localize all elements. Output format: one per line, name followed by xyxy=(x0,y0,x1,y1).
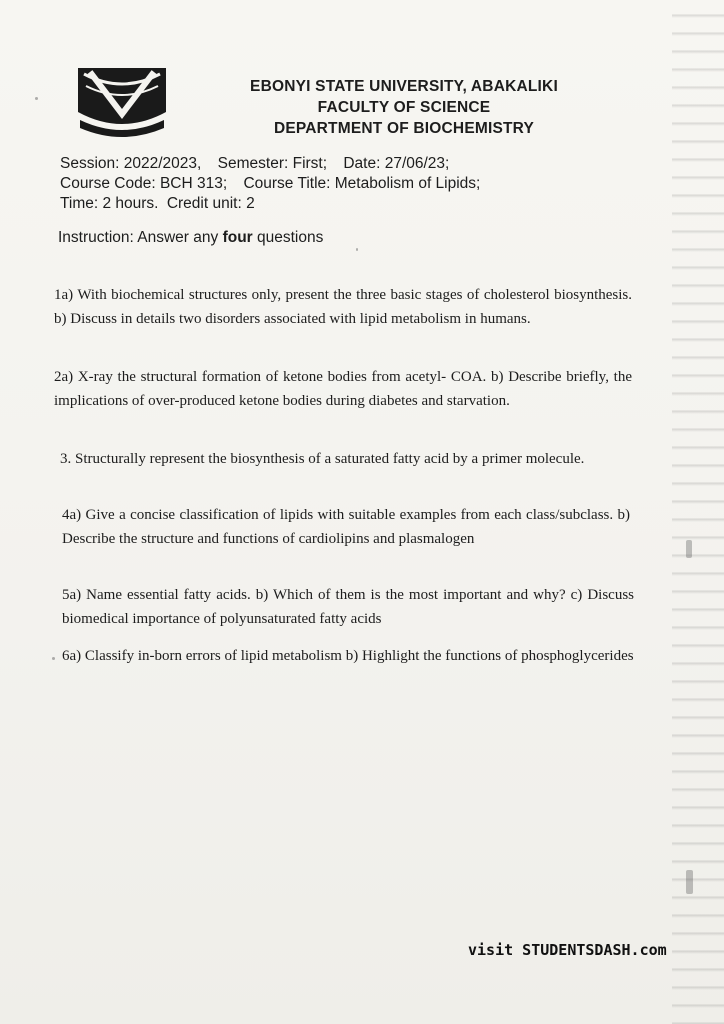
session-text: Session: 2022/2023, xyxy=(60,155,202,172)
date-text: Date: 27/06/23; xyxy=(343,155,450,172)
question-6: 6a) Classify in-born errors of lipid metabolism b) Highlight the functions of phosphoglycerides xyxy=(62,648,634,664)
department-name: DEPARTMENT OF BIOCHEMISTRY xyxy=(273,120,535,137)
instruction-prefix: Instruction: Answer any xyxy=(58,229,219,246)
course-code-text: Course Code: BCH 313; xyxy=(60,175,228,192)
semester-text: Semester: First; xyxy=(217,155,328,172)
instruction-emphasis: four xyxy=(222,229,253,246)
scan-speck xyxy=(35,97,38,100)
exam-metadata xyxy=(60,154,620,214)
faculty-name: FACULTY OF SCIENCE xyxy=(317,99,491,116)
scan-speck xyxy=(52,657,55,660)
scan-speck xyxy=(356,248,358,251)
question-5: 5a) Name essential fatty acids. b) Which of them is the most important and why? c) Discuss biomedical importance of polyunsaturated fatty acids xyxy=(62,587,634,627)
course-title-text: Course Title: Metabolism of Lipids; xyxy=(243,175,481,192)
instruction xyxy=(58,229,323,247)
scan-speck xyxy=(686,870,693,894)
instruction-suffix: questions xyxy=(257,229,324,246)
university-name: EBONYI STATE UNIVERSITY, ABAKALIKI xyxy=(250,78,558,95)
scan-speck xyxy=(686,540,692,558)
watermark-text: visit STUDENTSDASH.com xyxy=(468,941,667,959)
question-1: 1a) With biochemical structures only, present the three basic stages of cholesterol biosynthesis. b) Discuss in details two disorders associated with lipid metabolism in humans. xyxy=(54,287,632,327)
question-2: 2a) X-ray the structural formation of ketone bodies from acetyl- COA. b) Describe briefly, the implications of over-produced ketone bodies during diabetes and starvation. xyxy=(54,369,632,409)
credit-unit-text: Credit unit: 2 xyxy=(166,195,255,212)
university-logo xyxy=(76,64,168,138)
document-header xyxy=(200,76,608,139)
scan-edge-noise xyxy=(672,0,724,1024)
time-text: Time: 2 hours. xyxy=(60,195,159,212)
question-4: 4a) Give a concise classification of lipids with suitable examples from each class/subclass. b) Describe the structure and functions of cardiolipins and plasmalogen xyxy=(62,507,630,547)
question-3: 3. Structurally represent the biosynthesis of a saturated fatty acid by a primer molecule. xyxy=(60,451,585,467)
